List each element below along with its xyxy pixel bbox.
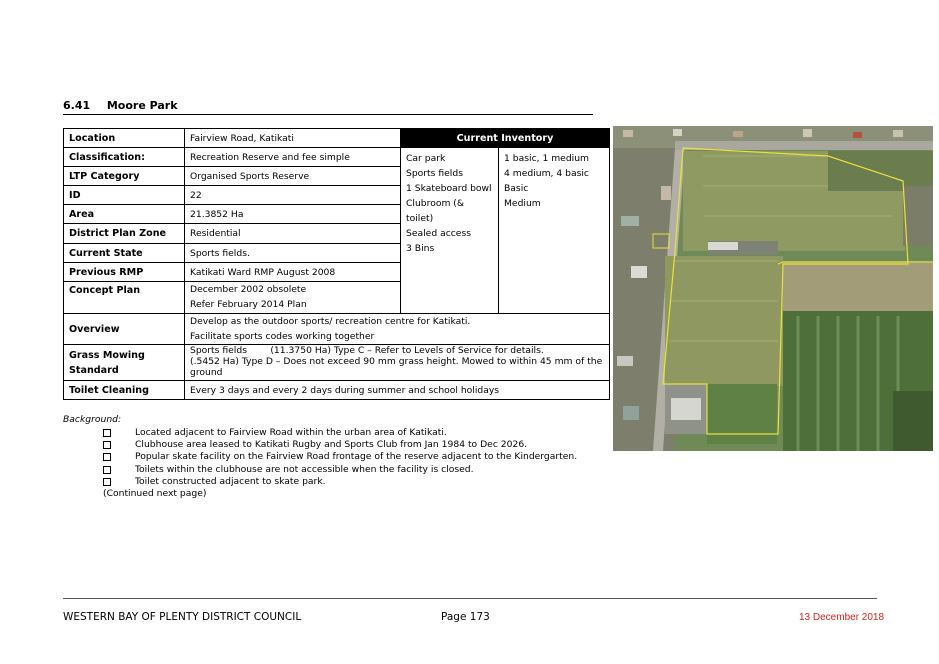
- row-value-line: Develop as the outdoor sports/ recreation centre for Katikati.: [190, 316, 471, 327]
- inventory-item: 1 Skateboard bowl: [406, 183, 492, 194]
- list-item-text: Toilets within the clubhouse are not accessible when the facility is closed.: [135, 463, 474, 475]
- row-value: 21.3852 Ha: [185, 205, 401, 224]
- row-value: [185, 314, 610, 345]
- checkbox-bullet-icon: [103, 429, 111, 437]
- park-info-table: [63, 128, 610, 400]
- row-value: Sports fields.: [185, 244, 401, 263]
- footer-divider: [63, 598, 877, 599]
- inventory-items: [401, 148, 499, 314]
- row-value: Fairview Road, Katikati: [185, 129, 401, 148]
- table-row: [64, 148, 610, 167]
- row-value: 22: [185, 186, 401, 205]
- checkbox-bullet-icon: [103, 466, 111, 474]
- row-value-line: December 2002 obsolete: [190, 284, 307, 295]
- row-label: District Plan Zone: [64, 224, 185, 244]
- footer-council: WESTERN BAY OF PLENTY DISTRICT COUNCIL: [63, 611, 302, 623]
- row-value: Recreation Reserve and fee simple: [185, 148, 401, 167]
- row-label: Location: [64, 129, 185, 148]
- row-value: Every 3 days and every 2 days during summer and school holidays: [185, 381, 610, 400]
- checkbox-bullet-icon: [103, 478, 111, 486]
- list-item-text: Popular skate facility on the Fairview Road frontage of the reserve adjacent to the Kindergarten.: [135, 451, 578, 463]
- section-title: Moore Park: [106, 99, 178, 112]
- list-item-text: Located adjacent to Fairview Road within the urban area of Katikati.: [135, 427, 447, 438]
- inventory-quality: 4 medium, 4 basic: [504, 168, 589, 179]
- row-label: Toilet Cleaning: [64, 381, 185, 400]
- table-row: [64, 314, 610, 345]
- row-value: [185, 282, 401, 314]
- list-item-text: Clubhouse area leased to Katikati Rugby and Sports Club from Jan 1984 to Dec 2026.: [135, 439, 528, 451]
- row-value: [185, 345, 610, 381]
- aerial-photo-icon: [613, 126, 933, 451]
- section-number: 6.41: [63, 99, 91, 112]
- list-item: [63, 464, 577, 476]
- row-value-line: Sports fields (11.3750 Ha) Type C – Refer to Levels of Service for details.: [190, 345, 544, 356]
- background-title: Background:: [63, 414, 122, 425]
- inventory-heading: Current Inventory: [401, 129, 610, 148]
- footer-page-number: Page 173: [441, 611, 490, 623]
- background-list: [63, 427, 577, 488]
- inventory-item: 3 Bins: [406, 243, 435, 254]
- row-value: Organised Sports Reserve: [185, 167, 401, 186]
- row-value: Katikati Ward RMP August 2008: [185, 263, 401, 282]
- inventory-item: Sealed access: [406, 228, 472, 239]
- list-item: [63, 427, 577, 439]
- row-label: Area: [64, 205, 185, 224]
- row-label: LTP Category: [64, 167, 185, 186]
- list-item-text: Toilet constructed adjacent to skate park.: [135, 475, 326, 487]
- row-label: Classification:: [64, 148, 185, 167]
- continued-note: (Continued next page): [103, 487, 207, 499]
- row-value-line: Facilitate sports codes working together: [190, 331, 375, 342]
- checkbox-bullet-icon: [103, 453, 111, 461]
- table-row: [64, 381, 610, 400]
- inventory-item: Clubroom (& toilet): [406, 198, 465, 224]
- table-row: [64, 129, 610, 148]
- row-label: Previous RMP: [64, 263, 185, 282]
- inventory-qualities: [499, 148, 610, 314]
- table-row: [64, 345, 610, 381]
- list-item: [63, 476, 577, 488]
- inventory-item: Car park: [406, 153, 446, 164]
- inventory-item: Sports fields: [406, 168, 463, 179]
- section-heading: [63, 98, 593, 115]
- list-item: [63, 451, 577, 463]
- background-section: [63, 414, 577, 500]
- inventory-quality: 1 basic, 1 medium: [504, 153, 589, 164]
- row-value-line: (.5452 Ha) Type D – Does not exceed 90 mm grass height. Mowed to within 45 mm of the ground: [190, 356, 603, 378]
- list-item: [63, 439, 577, 451]
- row-label: ID: [64, 186, 185, 205]
- row-label: Current State: [64, 244, 185, 263]
- footer-date: 13 December 2018: [799, 612, 885, 623]
- inventory-quality: Basic: [504, 183, 529, 194]
- row-label: Overview: [64, 314, 185, 345]
- row-value: Residential: [185, 224, 401, 244]
- row-label: Concept Plan: [64, 282, 185, 314]
- inventory-quality: Medium: [504, 198, 541, 209]
- row-label: Grass Mowing Standard: [64, 345, 185, 381]
- row-value-line: Refer February 2014 Plan: [190, 299, 307, 310]
- checkbox-bullet-icon: [103, 441, 111, 449]
